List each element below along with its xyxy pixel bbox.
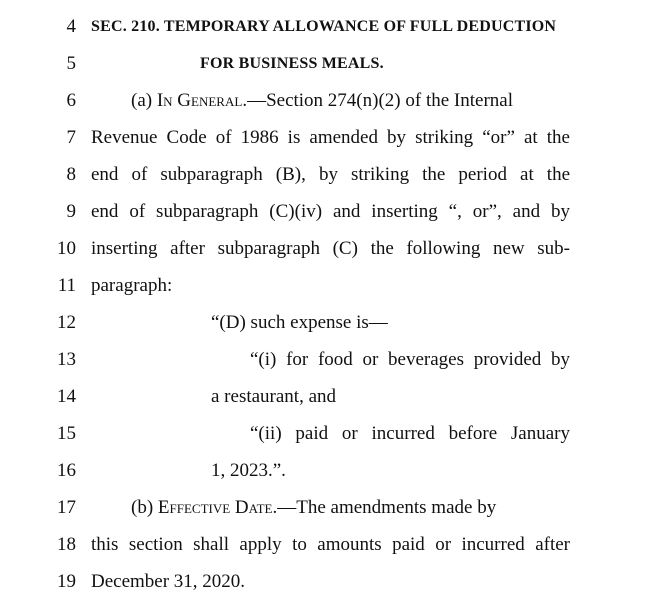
line-number: 6 (66, 90, 76, 111)
line-number: 19 (57, 571, 76, 592)
line-number: 7 (66, 127, 76, 148)
line-19 (0, 567, 667, 597)
line-12 (0, 308, 667, 338)
body-text: end of subparagraph (C)(iv) and inserting “, or”, and by (91, 201, 570, 222)
subsection-b-marker: (b) (131, 497, 158, 518)
line-14 (0, 382, 667, 412)
subparagraph-d: “(D) such expense is— (211, 312, 388, 333)
line-16 (0, 456, 667, 486)
line-18 (0, 530, 667, 560)
body-text: end of subparagraph (B), by striking the period at the (91, 164, 570, 185)
line-number: 9 (66, 201, 76, 222)
line-15 (0, 419, 667, 449)
line-8 (0, 160, 667, 190)
clause-ii-cont: 1, 2023.”. (211, 460, 286, 481)
clause-ii: “(ii) paid or incurred before January (250, 423, 570, 444)
line-number: 8 (66, 164, 76, 185)
body-text: this section shall apply to amounts paid or incurred after (91, 534, 570, 555)
line-number: 4 (66, 16, 76, 37)
line-number: 17 (57, 497, 76, 518)
subsection-a-marker: (a) (131, 90, 157, 111)
line-10 (0, 234, 667, 264)
line-number: 15 (57, 423, 76, 444)
subsection-a-text: .—Section 274(n)(2) of the Internal (242, 90, 513, 111)
line-number: 18 (57, 534, 76, 555)
line-number: 12 (57, 312, 76, 333)
line-13 (0, 345, 667, 375)
line-5 (0, 49, 667, 79)
line-9 (0, 197, 667, 227)
line-11 (0, 271, 667, 301)
body-text: December 31, 2020. (91, 571, 246, 592)
body-text: Revenue Code of 1986 is amended by striking “or” at the (91, 127, 570, 148)
line-7 (0, 123, 667, 153)
subsection-b-title: Effective Date (157, 497, 273, 518)
line-number: 11 (57, 275, 76, 296)
line-4 (0, 12, 667, 42)
body-text: paragraph: (91, 275, 173, 296)
line-6 (0, 86, 667, 116)
line-number: 10 (57, 238, 76, 259)
line-number: 13 (57, 349, 76, 370)
line-17 (0, 493, 667, 523)
clause-i: “(i) for food or beverages provided by (250, 349, 570, 370)
section-heading-cont: FOR BUSINESS MEALS. (200, 55, 384, 72)
subsection-a-title: In General (156, 90, 243, 111)
line-number: 14 (57, 386, 76, 407)
subsection-a-header (131, 86, 570, 116)
subsection-a-lead (131, 86, 513, 116)
clause-i-cont: a restaurant, and (211, 386, 337, 407)
line-number: 5 (66, 53, 76, 74)
body-text: inserting after subparagraph (C) the following new sub- (91, 238, 570, 259)
subsection-b-text: .—The amendments made by (272, 497, 497, 518)
subsection-b-header (131, 493, 570, 523)
section-heading: SEC. 210. TEMPORARY ALLOWANCE OF FULL DEDUCTION (91, 18, 557, 35)
line-number: 16 (57, 460, 76, 481)
